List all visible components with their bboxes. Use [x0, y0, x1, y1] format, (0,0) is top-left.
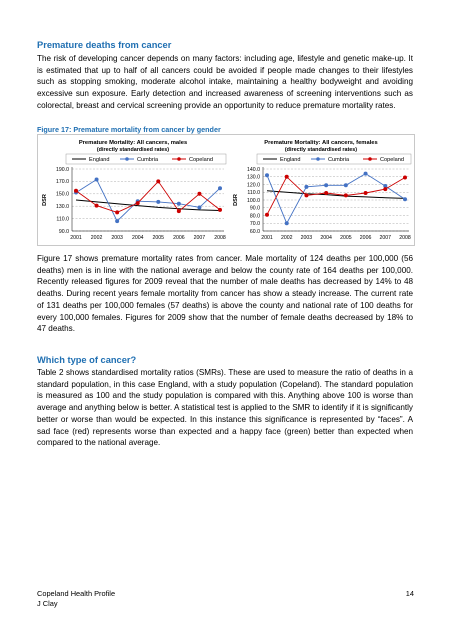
y-axis-label: DSR — [233, 194, 239, 206]
legend-marker — [125, 157, 129, 161]
footer-title: Copeland Health Profile — [37, 589, 116, 598]
female-mortality-chart — [229, 135, 413, 245]
data-point-copeland — [265, 213, 269, 217]
y-tick-label: 120.0 — [247, 182, 260, 189]
legend-label: England — [280, 157, 301, 163]
x-tick-label: 2005 — [152, 235, 165, 241]
data-point-cumbria — [265, 173, 269, 177]
data-point-cumbria — [364, 172, 368, 176]
x-tick-label: 2004 — [131, 235, 144, 241]
data-point-cumbria — [324, 183, 328, 187]
y-tick-label: 110.0 — [247, 190, 260, 197]
series-line-cumbria — [267, 174, 405, 224]
male-mortality-chart — [38, 135, 228, 245]
x-tick-label: 2007 — [379, 235, 392, 241]
x-tick-label: 2003 — [111, 235, 123, 241]
x-tick-label: 2006 — [173, 235, 185, 241]
data-point-copeland — [74, 189, 78, 193]
chart-subtitle: (directly standardised rates) — [96, 147, 170, 153]
y-tick-label: 90.0 — [249, 205, 260, 212]
data-point-copeland — [364, 191, 368, 195]
footer-author: J Clay — [37, 599, 58, 608]
smr-paragraph: Table 2 shows standardised mortality ratios (SMRs). These are used to measure the ratio of deaths in a standard population, in this case England, with a study population (Copeland). The standard population is measured as 100 and the study population is compared with this. Anything above 100 is worse than average and anything below is better. A statistical test is applied to the SMR to identify if it is significantly better or worse than would be expected. In this instance this significance is represented by “faces”. A sad face (red) represents worse than expected and a happy face (green) better than expected when compared to the national average. — [37, 368, 413, 448]
x-tick-label: 2001 — [70, 235, 82, 241]
legend-marker — [368, 157, 372, 161]
data-point-copeland — [324, 191, 328, 195]
chart-subtitle: (directly standardised rates) — [284, 147, 358, 153]
legend-marker — [177, 157, 181, 161]
y-tick-label: 110.0 — [56, 216, 69, 223]
data-point-cumbria — [304, 185, 308, 189]
figure-caption: Figure 17: Premature mortality from cancer by gender — [37, 125, 221, 134]
section-heading-premature-deaths: Premature deaths from cancer — [37, 40, 172, 50]
y-axis-label: DSR — [42, 194, 48, 206]
data-point-copeland — [95, 204, 99, 208]
x-tick-label: 2002 — [280, 235, 293, 241]
y-tick-label: 80.0 — [249, 213, 260, 220]
x-tick-label: 2002 — [90, 235, 103, 241]
data-point-copeland — [285, 175, 289, 179]
y-tick-label: 90.0 — [58, 228, 69, 235]
legend-label: Copeland — [380, 157, 404, 163]
intro-paragraph: The risk of developing cancer depends on many factors: including age, lifestyle and genetic make-up. It is estimated that up to half of all cancers could be avoided if people made changes to their lifestyles such as stopping smoking, moderate alcohol intake, maintaining a healthy bodyweight and avoiding excessive sun exposure. Early detection and increased awareness of screening interventions such as colorectal, breast and cervical screening provide an opportunity to reduce premature mortality rates. — [37, 54, 413, 110]
series-line-cumbria — [76, 180, 220, 222]
x-tick-label: 2007 — [193, 235, 206, 241]
data-point-copeland — [218, 208, 222, 212]
data-point-cumbria — [285, 221, 289, 225]
legend-marker — [316, 157, 320, 161]
data-point-cumbria — [344, 183, 348, 187]
x-tick-label: 2008 — [399, 235, 411, 241]
data-point-cumbria — [177, 202, 181, 206]
y-tick-label: 150.0 — [56, 191, 69, 198]
x-tick-label: 2008 — [214, 235, 226, 241]
x-tick-label: 2004 — [320, 235, 332, 241]
y-tick-label: 100.0 — [247, 197, 260, 204]
x-tick-label: 2001 — [261, 235, 273, 241]
data-point-cumbria — [115, 219, 119, 223]
y-tick-label: 140.0 — [247, 166, 260, 173]
data-point-cumbria — [218, 186, 222, 190]
data-point-cumbria — [156, 200, 160, 204]
y-tick-label: 130.0 — [247, 174, 260, 181]
data-point-copeland — [156, 179, 160, 183]
y-tick-label: 190.0 — [56, 166, 69, 173]
section-heading-cancer-type: Which type of cancer? — [37, 355, 137, 365]
legend-label: Cumbria — [328, 157, 350, 163]
y-tick-label: 60.0 — [249, 228, 260, 235]
y-tick-label: 70.0 — [249, 221, 260, 228]
chart-title: Premature Mortality: All cancers, males — [78, 140, 188, 146]
y-tick-label: 130.0 — [56, 204, 69, 210]
chart-title: Premature Mortality: All cancers, females — [264, 140, 378, 146]
data-point-cumbria — [95, 178, 99, 182]
data-point-copeland — [115, 210, 119, 214]
data-point-copeland — [403, 176, 407, 180]
data-point-copeland — [304, 193, 308, 197]
data-point-copeland — [383, 187, 387, 191]
data-point-copeland — [344, 193, 348, 197]
data-point-cumbria — [403, 197, 407, 201]
legend-label: England — [89, 157, 110, 163]
x-tick-label: 2003 — [300, 235, 313, 241]
page-number: 14 — [405, 589, 414, 598]
legend-label: Cumbria — [137, 157, 159, 163]
figure-discussion-paragraph: Figure 17 shows premature mortality rates from cancer. Male mortality of 124 deaths per 100,000 (56 deaths) men is in line with the national average and below the county rate of 164 deaths per 100,000. Recently released figures for 2009 reveal that the number of male deaths has decreased by 14% to 48 deaths. During recent years female mortality from cancer has show a steady increase. The current rate of 131 deaths per 100,000 females (57 deaths) is above the county and national rate of 100 deaths for every 100,000 females. Figures for 2009 show that the number of female deaths decreased by 18% to 47 deaths. — [37, 254, 413, 334]
y-tick-label: 170.0 — [56, 179, 69, 186]
data-point-copeland — [136, 201, 140, 205]
data-point-copeland — [177, 209, 181, 213]
data-point-copeland — [197, 192, 201, 196]
legend-label: Copeland — [189, 157, 213, 163]
data-point-cumbria — [197, 205, 201, 209]
x-tick-label: 2006 — [359, 235, 372, 241]
x-tick-label: 2005 — [340, 235, 352, 241]
